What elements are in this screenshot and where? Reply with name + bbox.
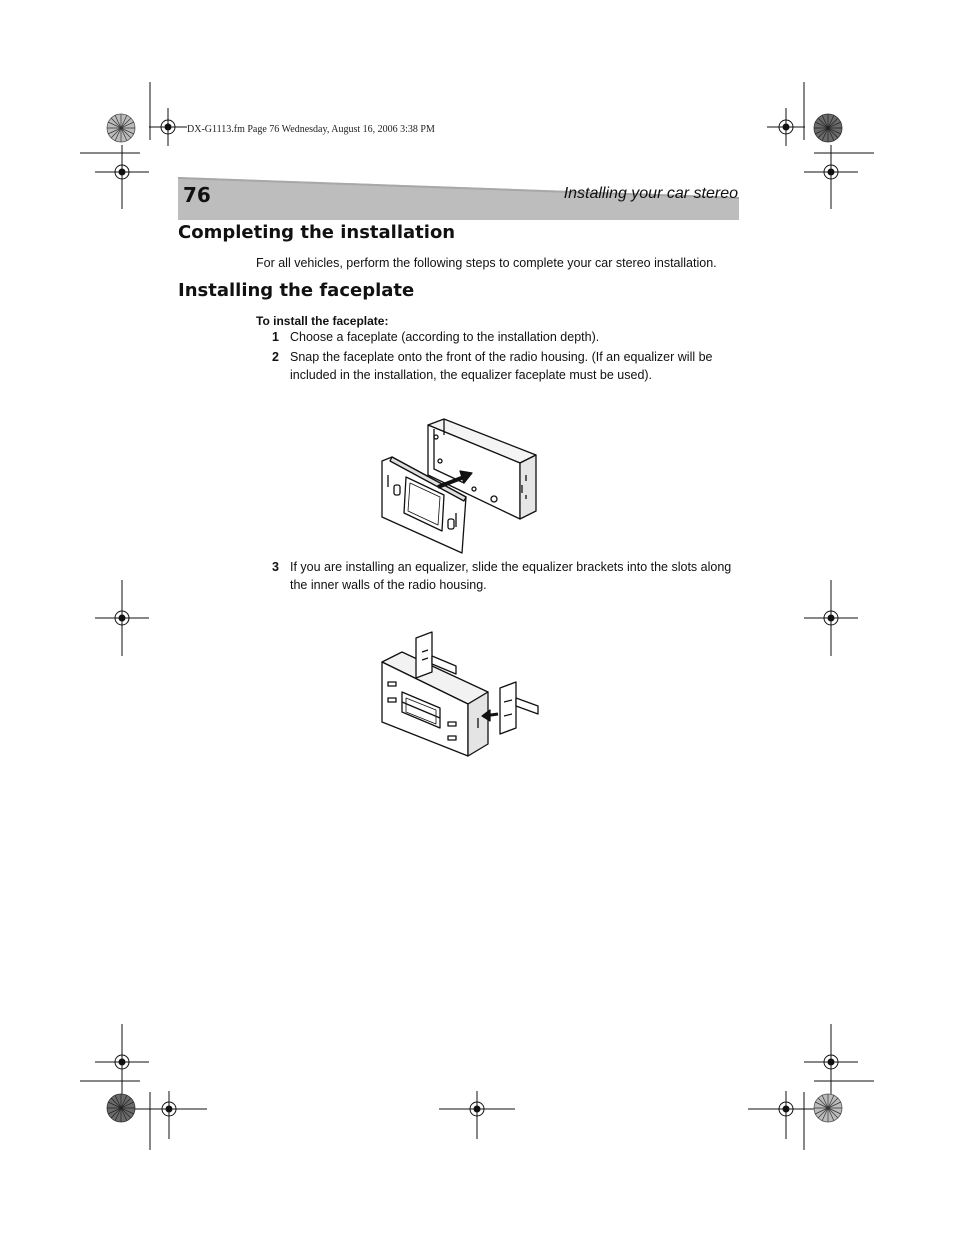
file-slug: DX-G1113.fm Page 76 Wednesday, August 16, 2006 3:38 PM: [187, 124, 435, 135]
page-number: 76: [183, 183, 211, 207]
faceplate-installation-illustration: [376, 405, 540, 557]
procedure-title: To install the faceplate:: [256, 314, 389, 328]
step-number: 1: [272, 330, 279, 344]
color-wheel-icon: [813, 113, 843, 143]
step-item: [272, 558, 742, 594]
step-item: [272, 328, 742, 346]
intro-paragraph: For all vehicles, perform the following steps to complete your car stereo installation.: [256, 256, 717, 270]
section-heading-faceplate: Installing the faceplate: [178, 280, 415, 301]
color-wheel-icon: [106, 113, 136, 143]
registration-mark-icon: [149, 108, 187, 146]
equalizer-bracket-illustration: [376, 632, 542, 756]
registration-mark-icon: [95, 580, 149, 656]
registration-mark-icon: [804, 580, 858, 656]
section-heading-completing: Completing the installation: [178, 222, 456, 243]
step-text: Snap the faceplate onto the front of the radio housing. (If an equalizer will be included in the installation, the equalizer faceplate must be used).: [290, 350, 713, 382]
color-wheel-icon: [813, 1093, 843, 1123]
registration-mark-icon: [804, 145, 858, 199]
step-text: If you are installing an equalizer, slide the equalizer brackets into the slots along the inner walls of the radio housing.: [290, 560, 732, 592]
step-number: 2: [272, 350, 279, 364]
running-header-title: Installing your car stereo: [563, 185, 738, 202]
color-wheel-icon: [106, 1093, 136, 1123]
step-text: Choose a faceplate (according to the installation depth).: [290, 330, 600, 344]
registration-mark-icon: [95, 145, 149, 199]
registration-mark-icon: [131, 1079, 207, 1139]
registration-mark-icon: [767, 108, 805, 146]
registration-mark-icon: [439, 1079, 515, 1139]
step-number: 3: [272, 560, 279, 574]
step-item: [272, 348, 742, 384]
